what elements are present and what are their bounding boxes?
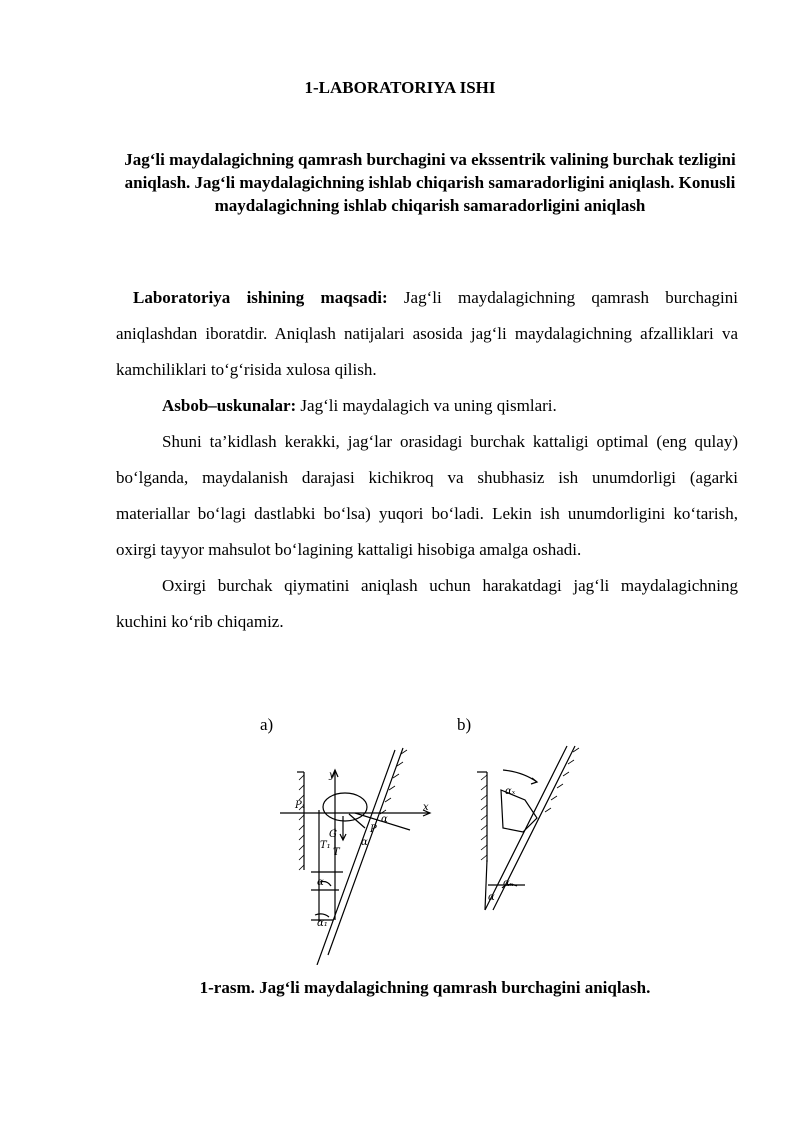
symbol-alpha-b: α: [488, 892, 495, 903]
symbol-alpha-x2: αₓ: [503, 878, 514, 889]
symbol-alpha1: α₁: [317, 918, 328, 929]
purpose-paragraph: [116, 280, 738, 388]
symbol-alpha-low: α: [317, 877, 324, 888]
figure-caption: 1-rasm. Jag‘li maydalagichning qamrash burchagini aniqlash.: [199, 978, 651, 997]
equipment-paragraph: [116, 388, 738, 424]
symbol-x: x: [423, 802, 429, 813]
symbol-y: y: [329, 770, 335, 781]
symbol-t1: T₁: [320, 840, 331, 851]
diagram-a: [280, 748, 430, 965]
purpose-text: Jag‘li maydalagichning qamrash burchagini aniqlashdan iboratdir. Aniqlash natijalari asosida jag‘li maydalagichning afzalliklari va kamchiliklari to‘g‘risida xulosa qilish.: [116, 288, 738, 379]
body-text: [116, 280, 738, 640]
figure-label-a: a): [260, 715, 274, 734]
symbol-p: P: [370, 824, 377, 835]
symbol-p1: P₁: [295, 800, 306, 811]
symbol-alpha-mid: α: [361, 837, 368, 848]
equipment-text: Jag‘li maydalagich va uning qismlari.: [296, 396, 557, 415]
symbol-g: G: [329, 829, 337, 840]
paragraph-force: Oxirgi burchak qiymatini aniqlash uchun harakatdagi jag‘li maydalagichning kuchini ko‘rib chiqamiz.: [116, 576, 738, 631]
equipment-label: Asbob–uskunalar:: [162, 396, 297, 415]
figure-label-b: b): [457, 715, 472, 734]
symbol-alpha: α: [381, 814, 388, 825]
paragraph-angle: Shuni ta’kidlash kerakki, jag‘lar orasidagi burchak kattaligi optimal (eng qulay) bo‘lganda, maydalanish darajasi kichikroq va shubhasiz ish unumdorligi (agarki materiallar bo‘lagi dastlabki bo‘lsa) yuqori bo‘ladi. Lekin ish unumdorligini ko‘tarish, oxirgi tayyor mahsulot bo‘lagining kattaligi hisobiga amalga oshadi.: [116, 432, 738, 559]
figure-jaw-crusher-diagram: [255, 710, 595, 965]
diagram-b: [477, 746, 579, 910]
symbol-t: T: [333, 847, 340, 858]
page-subtitle: Jag‘li maydalagichning qamrash burchagini va ekssentrik valining burchak tezligini aniqlash. Jag‘li maydalagichning ishlab chiqarish samaradorligini aniqlash. Konusli maydalagichning ishlab chiqarish samaradorligini aniqlash: [124, 150, 736, 215]
symbol-alpha-x: αₓ: [505, 786, 516, 797]
purpose-label: Laboratoriya ishining maqsadi:: [133, 288, 388, 307]
page-title: 1-LABORATORIYA ISHI: [304, 78, 496, 97]
